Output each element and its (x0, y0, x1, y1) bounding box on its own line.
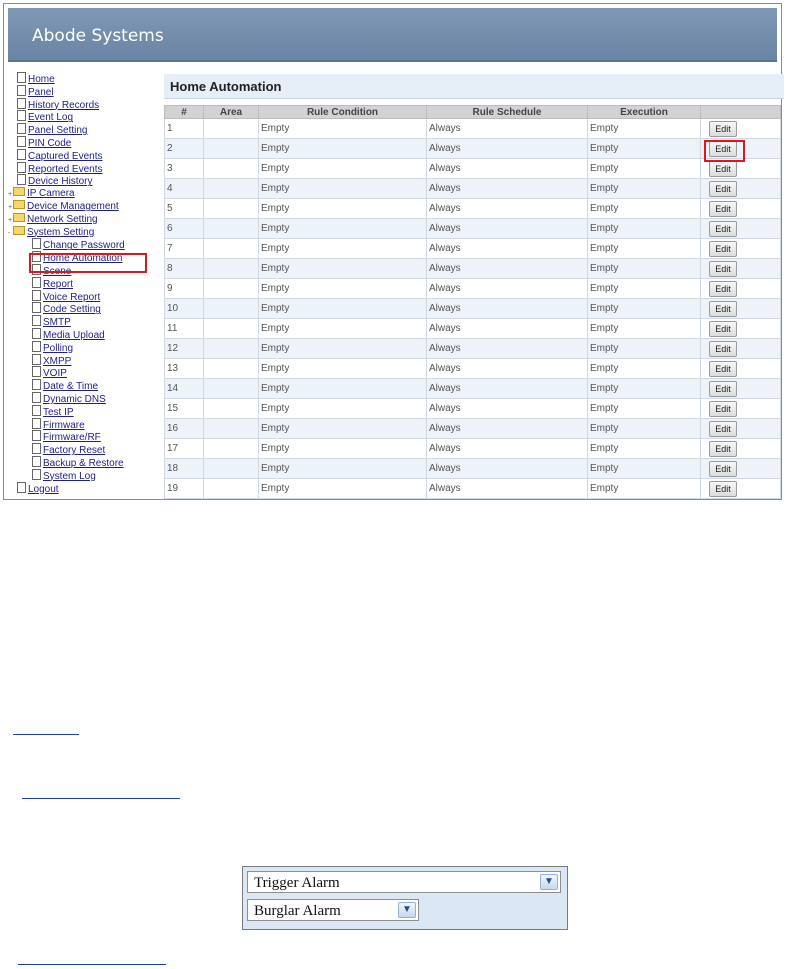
table-cell-num: 16 (165, 419, 204, 439)
edit-button[interactable]: Edit (709, 361, 737, 377)
table-cell-action (701, 379, 781, 399)
table-cell-area (204, 299, 259, 319)
table-header-row (165, 106, 781, 119)
column-header-execution: Execution (588, 106, 701, 119)
rule-condition-dropdown-panel (242, 866, 568, 930)
table-cell-num: 12 (165, 339, 204, 359)
sidebar-item[interactable] (6, 469, 156, 482)
table-cell-num: 18 (165, 459, 204, 479)
table-cell-schedule: Always (427, 399, 588, 419)
sidebar-item[interactable] (6, 392, 156, 405)
table-cell-schedule: Always (427, 239, 588, 259)
table-cell-num: 3 (165, 159, 204, 179)
table-cell-num: 11 (165, 319, 204, 339)
table-cell-execution: Empty (588, 179, 701, 199)
table-cell-action (701, 479, 781, 499)
table-cell-schedule: Always (427, 279, 588, 299)
table-cell-action (701, 179, 781, 199)
table-cell-schedule: Always (427, 139, 588, 159)
table-row (165, 199, 781, 219)
table-cell-execution: Empty (588, 439, 701, 459)
sidebar-item-label[interactable]: Date & Time (43, 381, 99, 393)
document-icon (17, 85, 26, 96)
table-cell-schedule: Always (427, 179, 588, 199)
table-cell-execution: Empty (588, 299, 701, 319)
screenshot-frame (3, 3, 782, 500)
document-icon (32, 456, 41, 467)
edit-button[interactable]: Edit (709, 201, 737, 217)
table-cell-area (204, 339, 259, 359)
sidebar-item-label[interactable]: Media Upload (43, 329, 105, 341)
document-icon (17, 174, 26, 185)
table-cell-schedule: Always (427, 259, 588, 279)
table-cell-area (204, 439, 259, 459)
table-cell-condition: Empty (259, 319, 427, 339)
table-cell-condition: Empty (259, 359, 427, 379)
table-cell-condition: Empty (259, 199, 427, 219)
table-cell-condition: Empty (259, 279, 427, 299)
table-cell-num: 7 (165, 239, 204, 259)
table-cell-execution: Empty (588, 259, 701, 279)
table-cell-action (701, 219, 781, 239)
table-cell-execution: Empty (588, 319, 701, 339)
document-icon (17, 162, 26, 173)
sidebar-item-label[interactable]: Logout (28, 483, 59, 495)
sidebar-item[interactable] (6, 443, 156, 456)
table-cell-condition: Empty (259, 139, 427, 159)
table-cell-area (204, 199, 259, 219)
edit-button[interactable]: Edit (709, 321, 737, 337)
table-cell-num: 10 (165, 299, 204, 319)
sidebar-item[interactable] (6, 149, 156, 162)
chevron-down-icon[interactable]: ▼ (540, 874, 558, 890)
table-row (165, 459, 781, 479)
table-cell-schedule: Always (427, 159, 588, 179)
sidebar-item-label[interactable]: Change Password (43, 240, 125, 252)
document-icon (32, 443, 41, 454)
folder-icon (13, 187, 25, 196)
edit-button[interactable]: Edit (709, 161, 737, 177)
expand-icon[interactable]: + (8, 191, 13, 199)
table-cell-num: 17 (165, 439, 204, 459)
sidebar-item[interactable] (6, 418, 156, 431)
table-cell-execution: Empty (588, 159, 701, 179)
document-icon (32, 405, 41, 416)
table-cell-action (701, 399, 781, 419)
table-cell-condition: Empty (259, 439, 427, 459)
app-title: Abode Systems (32, 26, 164, 46)
column-header-number: # (165, 106, 204, 119)
sidebar-item[interactable] (6, 277, 156, 290)
table-cell-condition: Empty (259, 159, 427, 179)
document-icon (17, 136, 26, 147)
folder-icon (13, 200, 25, 209)
edit-button[interactable]: Edit (709, 301, 737, 317)
document-icon (32, 290, 41, 301)
folder-icon (13, 213, 25, 222)
sidebar-item[interactable] (6, 123, 156, 136)
edit-button[interactable]: Edit (709, 141, 737, 157)
sidebar-item-label[interactable]: Panel (28, 86, 54, 98)
sidebar-item[interactable] (6, 290, 156, 303)
table-cell-schedule: Always (427, 379, 588, 399)
table-cell-execution: Empty (588, 419, 701, 439)
table-cell-execution: Empty (588, 279, 701, 299)
table-cell-condition: Empty (259, 239, 427, 259)
sidebar-item-label[interactable]: Code Setting (43, 304, 101, 316)
sidebar-item[interactable] (6, 379, 156, 392)
sidebar-item-label[interactable]: Reported Events (28, 163, 103, 175)
table-cell-condition: Empty (259, 339, 427, 359)
trigger-select-value: Trigger Alarm (254, 875, 340, 891)
sidebar-item-label[interactable]: Scene (43, 265, 72, 277)
nav-highlight-box (29, 253, 147, 273)
table-cell-schedule: Always (427, 359, 588, 379)
edit-button[interactable]: Edit (709, 481, 737, 497)
sidebar-item-label[interactable]: PIN Code (28, 137, 72, 149)
table-cell-schedule: Always (427, 119, 588, 139)
table-cell-action (701, 299, 781, 319)
sidebar-item[interactable] (6, 136, 156, 149)
expand-icon[interactable]: + (8, 203, 13, 211)
document-icon (32, 328, 41, 339)
sidebar-item-label[interactable]: IP Camera (27, 188, 75, 200)
document-icon (32, 418, 41, 429)
table-cell-num: 15 (165, 399, 204, 419)
document-icon (17, 72, 26, 83)
document-icon (32, 354, 41, 365)
column-header-rule-schedule: Rule Schedule (427, 106, 588, 119)
table-cell-num: 2 (165, 139, 204, 159)
sidebar-item[interactable] (6, 430, 156, 443)
table-cell-action (701, 359, 781, 379)
sidebar-item[interactable] (6, 328, 156, 341)
sidebar-item-label[interactable]: Device History (28, 176, 93, 188)
expand-icon[interactable]: + (8, 216, 13, 224)
sidebar-item-label[interactable]: SMTP (43, 317, 71, 329)
sidebar-item-label[interactable]: Voice Report (43, 291, 101, 303)
table-cell-action (701, 319, 781, 339)
table-cell-area (204, 279, 259, 299)
document-icon (17, 110, 26, 121)
sidebar-item[interactable] (6, 302, 156, 315)
sidebar-item[interactable] (6, 72, 156, 85)
table-cell-area (204, 239, 259, 259)
table-cell-execution: Empty (588, 199, 701, 219)
sidebar-item-label[interactable]: Backup & Restore (43, 457, 124, 469)
link-underline (13, 734, 79, 735)
document-icon (32, 392, 41, 403)
table-row (165, 239, 781, 259)
app-header (8, 8, 777, 62)
edit-button[interactable]: Edit (709, 421, 737, 437)
table-cell-execution: Empty (588, 139, 701, 159)
table-cell-condition: Empty (259, 119, 427, 139)
edit-button[interactable]: Edit (709, 181, 737, 197)
sidebar-item[interactable] (6, 85, 156, 98)
table-cell-schedule: Always (427, 459, 588, 479)
sidebar-item-label[interactable]: Event Log (28, 112, 74, 124)
table-cell-num: 9 (165, 279, 204, 299)
main-content (164, 74, 784, 499)
table-cell-condition: Empty (259, 379, 427, 399)
sidebar-item-label[interactable]: Test IP (43, 406, 74, 418)
sidebar-item[interactable] (6, 354, 156, 367)
table-cell-schedule: Always (427, 339, 588, 359)
document-icon (17, 98, 26, 109)
table-cell-action (701, 419, 781, 439)
sidebar-item-label[interactable]: Panel Setting (28, 125, 88, 137)
edit-button[interactable]: Edit (709, 261, 737, 277)
document-icon (32, 469, 41, 480)
table-cell-condition: Empty (259, 479, 427, 499)
table-cell-execution: Empty (588, 219, 701, 239)
sidebar-item[interactable] (6, 162, 156, 175)
table-cell-action (701, 259, 781, 279)
sidebar-item-label[interactable]: Home Automation (43, 253, 123, 265)
edit-button[interactable]: Edit (709, 281, 737, 297)
table-row (165, 259, 781, 279)
edit-highlight-box (704, 140, 745, 162)
document-icon (32, 238, 41, 249)
table-cell-execution: Empty (588, 339, 701, 359)
table-cell-execution: Empty (588, 119, 701, 139)
sidebar-item[interactable] (6, 482, 156, 495)
table-cell-condition: Empty (259, 459, 427, 479)
table-row (165, 359, 781, 379)
table-cell-action (701, 459, 781, 479)
sidebar-item-label[interactable]: Polling (43, 342, 74, 354)
sidebar-item-label[interactable]: Home (28, 74, 55, 85)
table-cell-execution: Empty (588, 479, 701, 499)
document-icon (32, 430, 41, 441)
table-cell-schedule: Always (427, 299, 588, 319)
table-cell-action (701, 439, 781, 459)
table-row (165, 299, 781, 319)
sidebar-item[interactable] (6, 200, 156, 213)
table-row (165, 219, 781, 239)
column-header-area: Area (204, 106, 259, 119)
table-cell-area (204, 319, 259, 339)
sidebar-item-label[interactable]: Factory Reset (43, 445, 106, 457)
table-cell-condition: Empty (259, 419, 427, 439)
sidebar-item[interactable] (6, 174, 156, 187)
sidebar-tree (6, 72, 156, 494)
table-row (165, 419, 781, 439)
alarm-type-select[interactable] (247, 899, 419, 921)
table-cell-num: 4 (165, 179, 204, 199)
document-icon (17, 482, 26, 493)
table-cell-area (204, 259, 259, 279)
table-cell-condition: Empty (259, 299, 427, 319)
table-cell-action (701, 239, 781, 259)
table-row (165, 399, 781, 419)
collapse-icon[interactable]: - (8, 229, 11, 237)
table-cell-action (701, 119, 781, 139)
edit-button[interactable]: Edit (709, 401, 737, 417)
sidebar-item-label[interactable]: Dynamic DNS (43, 393, 106, 405)
sidebar-item-label[interactable]: System Log (43, 470, 96, 482)
table-cell-execution: Empty (588, 379, 701, 399)
table-row (165, 479, 781, 499)
edit-button[interactable]: Edit (709, 441, 737, 457)
table-row (165, 159, 781, 179)
table-cell-schedule: Always (427, 419, 588, 439)
table-cell-area (204, 419, 259, 439)
table-cell-schedule: Always (427, 319, 588, 339)
table-row (165, 339, 781, 359)
sidebar-item[interactable] (6, 456, 156, 469)
sidebar-item[interactable] (6, 341, 156, 354)
table-cell-area (204, 219, 259, 239)
chevron-down-icon[interactable]: ▼ (398, 902, 416, 918)
table-cell-num: 5 (165, 199, 204, 219)
table-row (165, 179, 781, 199)
table-cell-num: 13 (165, 359, 204, 379)
sidebar-item-label[interactable]: Network Setting (27, 213, 98, 225)
sidebar-item-label[interactable]: Device Management (27, 200, 119, 212)
link-underline (18, 964, 166, 965)
table-cell-condition: Empty (259, 259, 427, 279)
sidebar-item[interactable] (6, 213, 156, 226)
sidebar-item[interactable] (6, 110, 156, 123)
edit-button[interactable]: Edit (709, 381, 737, 397)
table-cell-schedule: Always (427, 439, 588, 459)
sidebar-item[interactable] (6, 187, 156, 200)
page-title: Home Automation (164, 74, 784, 99)
sidebar-item-label[interactable]: History Records (28, 99, 100, 111)
table-cell-schedule: Always (427, 219, 588, 239)
table-cell-condition: Empty (259, 219, 427, 239)
sidebar-item-label[interactable]: Captured Events (28, 150, 103, 162)
table-cell-area (204, 179, 259, 199)
table-row (165, 139, 781, 159)
table-cell-area (204, 159, 259, 179)
edit-button[interactable]: Edit (709, 461, 737, 477)
table-cell-area (204, 479, 259, 499)
sidebar-item-label[interactable]: XMPP (43, 355, 72, 367)
table-cell-action (701, 339, 781, 359)
table-cell-area (204, 359, 259, 379)
alarm-type-select-value: Burglar Alarm (254, 903, 341, 919)
link-underline (22, 798, 180, 799)
table-row (165, 319, 781, 339)
edit-button[interactable]: Edit (709, 241, 737, 257)
document-icon (32, 379, 41, 390)
sidebar-item[interactable] (6, 238, 156, 251)
table-cell-num: 19 (165, 479, 204, 499)
sidebar-item[interactable] (6, 366, 156, 379)
document-icon (32, 341, 41, 352)
sidebar-item-label[interactable]: VOIP (43, 368, 67, 380)
table-row (165, 279, 781, 299)
document-icon (32, 366, 41, 377)
document-icon (17, 123, 26, 134)
edit-button[interactable]: Edit (709, 121, 737, 137)
document-icon (32, 315, 41, 326)
sidebar-item[interactable] (6, 226, 156, 239)
table-cell-execution: Empty (588, 359, 701, 379)
table-cell-condition: Empty (259, 399, 427, 419)
document-icon (32, 302, 41, 313)
sidebar-item[interactable] (6, 405, 156, 418)
folder-icon (13, 226, 25, 235)
table-row (165, 119, 781, 139)
table-cell-num: 14 (165, 379, 204, 399)
table-cell-action (701, 199, 781, 219)
sidebar-item[interactable] (6, 315, 156, 328)
rules-table (164, 105, 781, 499)
table-cell-num: 1 (165, 119, 204, 139)
sidebar-item-label[interactable]: Firmware (43, 419, 85, 431)
sidebar-item[interactable] (6, 98, 156, 111)
table-row (165, 439, 781, 459)
table-cell-area (204, 459, 259, 479)
sidebar-item-label[interactable]: Firmware/RF (43, 432, 101, 444)
table-cell-num: 6 (165, 219, 204, 239)
table-cell-area (204, 119, 259, 139)
column-header-rule-condition: Rule Condition (259, 106, 427, 119)
edit-button[interactable]: Edit (709, 221, 737, 237)
document-icon (32, 277, 41, 288)
sidebar-item-label[interactable]: System Setting (27, 226, 95, 238)
table-cell-area (204, 399, 259, 419)
table-cell-action (701, 279, 781, 299)
document-icon (17, 149, 26, 160)
table-cell-area (204, 379, 259, 399)
table-row (165, 379, 781, 399)
table-cell-area (204, 139, 259, 159)
trigger-select[interactable] (247, 871, 561, 893)
table-cell-execution: Empty (588, 399, 701, 419)
table-cell-num: 8 (165, 259, 204, 279)
table-cell-execution: Empty (588, 459, 701, 479)
table-cell-schedule: Always (427, 199, 588, 219)
edit-button[interactable]: Edit (709, 341, 737, 357)
table-cell-condition: Empty (259, 179, 427, 199)
column-header-action (701, 106, 781, 119)
sidebar-item-label[interactable]: Report (43, 278, 74, 290)
table-cell-execution: Empty (588, 239, 701, 259)
table-cell-schedule: Always (427, 479, 588, 499)
